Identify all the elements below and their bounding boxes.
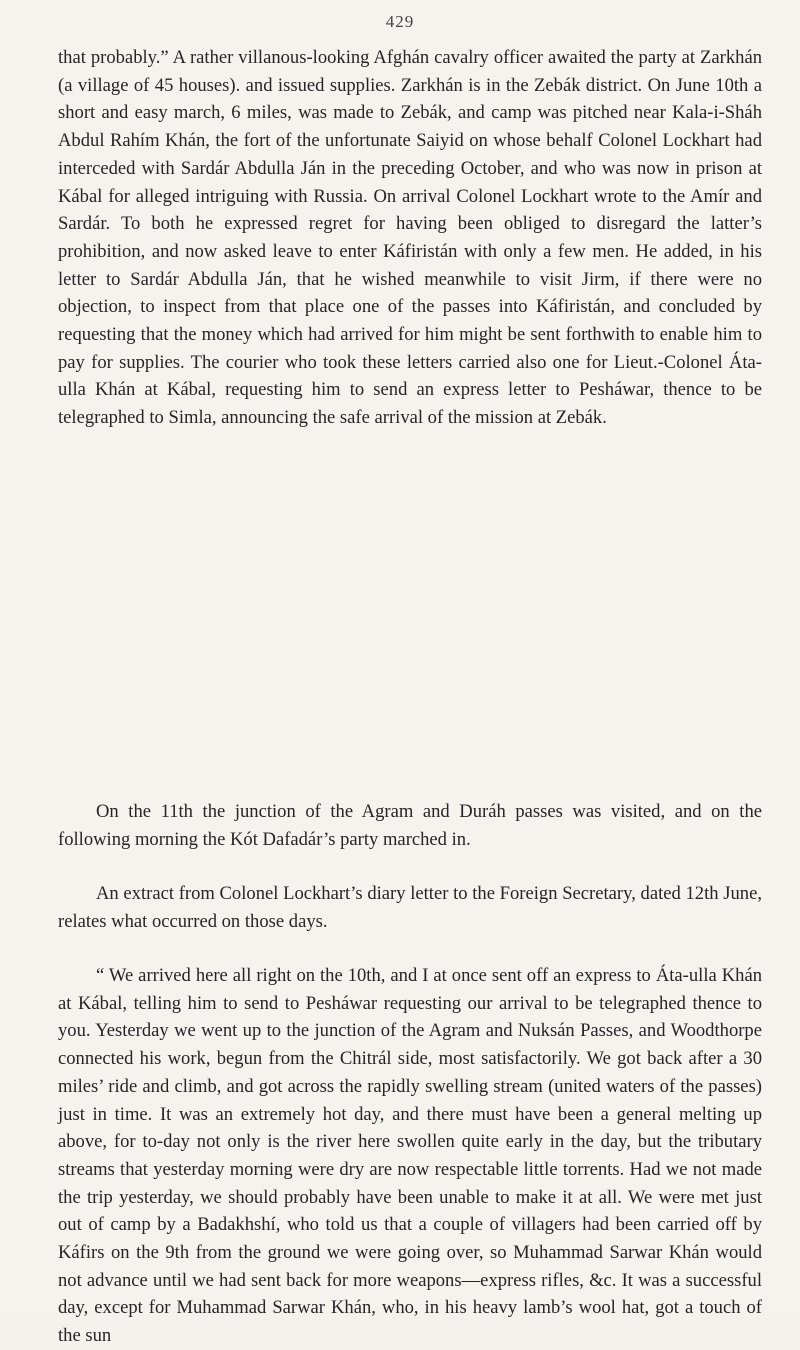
page-number: 429: [385, 12, 415, 31]
paragraph-1: [58, 44, 762, 432]
paragraph-text: An extract from Colonel Lockhart’s diary letter to the Foreign Secretary, dated 12th June, relates what occurred on those days.: [58, 883, 762, 932]
paragraph-3: [58, 880, 762, 935]
paragraph-4-quoted-diary: [58, 962, 762, 1350]
paragraph-text: On the 11th the junction of the Agram and Duráh passes was visited, and on the following morning the Kót Dafadár’s party marched in.: [58, 801, 762, 850]
paragraph-text: “ We arrived here all right on the 10th, and I at once sent off an express to Áta-ulla Khán at Kábal, telling him to send to Pesháwar requesting our arrival to be telegraphed thence to you. Yesterday we went up to the junction of the Agram and Nuksán Passes, and Woodthorpe connected his work, begun from the Chitrál side, most satisfactorily. We got back after a 30 miles’ ride and climb, and got across the rapidly swelling stream (united waters of the passes) just in time. It was an extremely hot day, and there must have been a general melting up above, for to-day not only is the river here swollen quite early in the day, but the tributary streams that yesterday morning were dry are now respectable little torrents. Had we not made the trip yesterday, we should probably have been unable to make it at all. We were met just out of camp by a Badakhshí, who told us that a couple of villagers had been carried off by Káfirs on the 9th from the ground we were going over, so Muhammad Sarwar Khán would not advance until we had sent back for more weapons—express rifles, &c. It was a successful day, except for Muhammad Sarwar Khán, who, in his heavy lamb’s wool hat, got a touch of the sun: [58, 965, 762, 1347]
paragraph-text: that probably.” A rather villanous-looking Afghán cavalry officer awaited the party at Zarkhán (a village of 45 houses). and issued supplies. Zarkhán is in the Zebák district. On June 10th a short and easy march, 6 miles, was made to Zebák, and camp was pitched near Kala-i-Sháh Abdul Rahím Khán, the fort of the unfortunate Saiyid on whose behalf Colonel Lockhart had interceded with Sardár Abdulla Ján in the preceding October, and who was now in prison at Kábal for alleged intriguing with Russia. On arrival Colonel Lockhart wrote to the Amír and Sardár. To both he expressed regret for having been obliged to disregard the latter’s prohibition, and now asked leave to enter Káfiristán with only a few men. He added, in his letter to Sardár Abdulla Ján, that he wished meanwhile to visit Jirm, if there were no objection, to inspect from that place one of the passes into Káfiristán, and concluded by requesting that the money which had arrived for him might be sent forthwith to enable him to pay for supplies. The courier who took these letters carried also one for Lieut.-Colonel Áta-ulla Khán at Kábal, requesting him to send an express letter to Pesháwar, thence to be telegraphed to Simla, announcing the safe arrival of the mission at Zebák.: [58, 47, 762, 429]
paragraph-2: [58, 798, 762, 853]
